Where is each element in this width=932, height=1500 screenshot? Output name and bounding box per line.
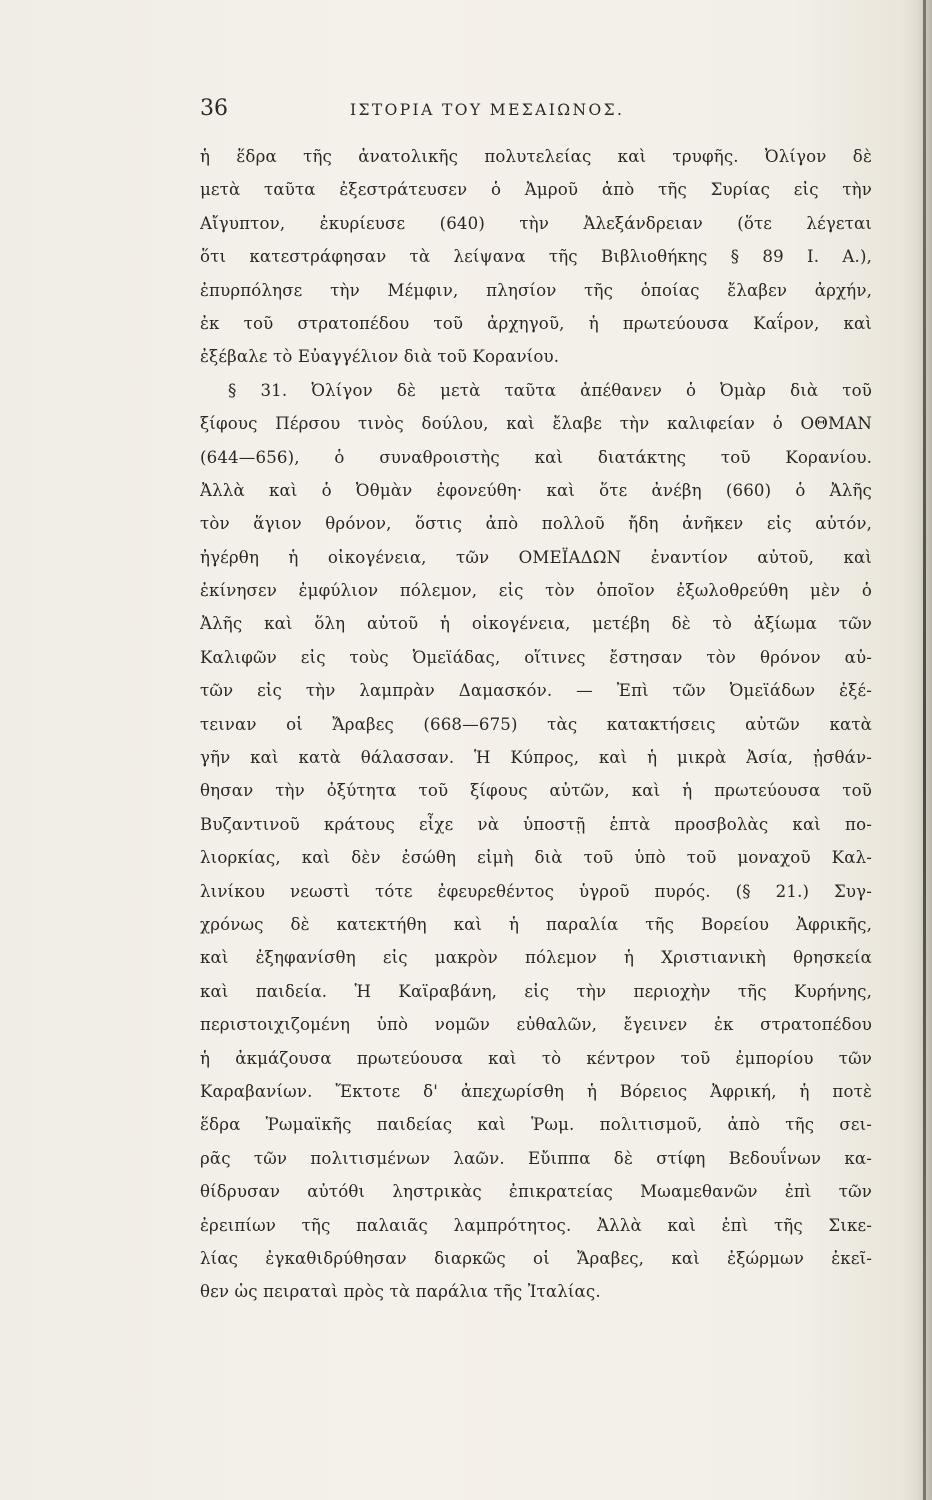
text-line: θησαν τὴν ὀξύτητα τοῦ ξίφους αὐτῶν, καὶ ἡ πρωτεύουσα τοῦ [200, 781, 872, 801]
text-line: τὸν ἅγιον θρόνον, ὅστις ἀπὸ πολλοῦ ἤδη ἀνῆκεν εἰς αὐτόν, [200, 514, 872, 534]
text-line: καὶ παιδεία. Ἡ Καϊραβάνη, εἰς τὴν περιοχὴν τῆς Κυρήνης, [200, 981, 872, 1001]
text-line: Αἴγυπτον, ἐκυρίευσε (640) τὴν Ἀλεξάνδρειαν (ὅτε λέγεται [200, 213, 872, 233]
page-header [200, 96, 720, 126]
text-line: ἐκ τοῦ στρατοπέδου τοῦ ἀρχηγοῦ, ἡ πρωτεύουσα Καΐρον, καὶ [200, 313, 872, 333]
text-line: ἕδρα Ῥωμαϊκῆς παιδείας καὶ Ῥωμ. πολιτισμοῦ, ἀπὸ τῆς σει- [200, 1115, 872, 1135]
text-line: χρόνως δὲ κατεκτήθη καὶ ἡ παραλία τῆς Βορείου Ἀφρικῆς, [200, 914, 872, 934]
text-line: θεν ὡς πειραταὶ πρὸς τὰ παράλια τῆς Ἰταλίας. [200, 1282, 601, 1302]
text-line: ἡ ἀκμάζουσα πρωτεύουσα καὶ τὸ κέντρον τοῦ ἐμπορίου τῶν [200, 1048, 872, 1068]
text-line: Καραβανίων. Ἔκτοτε δ' ἀπεχωρίσθη ἡ Βόρειος Ἀφρική, ἡ ποτὲ [200, 1081, 872, 1101]
text-line: ἠγέρθη ἡ οἰκογένεια, τῶν ΟΜΕΪΑΔΩΝ ἐναντίον αὐτοῦ, καὶ [200, 547, 872, 567]
running-title: ΙΣΤΟΡΙΑ ΤΟΥ ΜΕΣΑΙΩΝΟΣ. [350, 101, 625, 119]
text-line: ἡ ἕδρα τῆς ἀνατολικῆς πολυτελείας καὶ τρυφῆς. Ὀλίγον δὲ [200, 147, 872, 166]
text-line: Καλιφῶν εἰς τοὺς Ὀμεϊάδας, οἵτινες ἔστησαν τὸν θρόνον αὐ- [200, 647, 872, 667]
text-line: θίδρυσαν αὐτόθι ληστρικὰς ἐπικρατείας Μωαμεθανῶν ἐπὶ τῶν [200, 1182, 872, 1202]
text-line: ἐξέβαλε τὸ Εὐαγγέλιον διὰ τοῦ Κορανίου. [200, 347, 560, 367]
text-line: λιορκίας, καὶ δὲν ἐσώθη εἰμὴ διὰ τοῦ ὑπὸ τοῦ μοναχοῦ Καλ- [200, 848, 872, 868]
text-line: Ἀλλὰ καὶ ὁ Ὀθμὰν ἐφονεύθη· καὶ ὅτε ἀνέβη (660) ὁ Ἀλῆς [200, 480, 872, 500]
text-line: τειναν οἱ Ἄραβες (668—675) τὰς κατακτήσεις αὐτῶν κατὰ [200, 714, 872, 734]
text-line: ρᾶς τῶν πολιτισμένων λαῶν. Εὔιππα δὲ στίφη Βεδουΐνων κα- [200, 1148, 872, 1168]
text-line: Ἀλῆς καὶ ὅλη αὐτοῦ ἡ οἰκογένεια, μετέβη δὲ τὸ ἀξίωμα τῶν [200, 614, 872, 634]
section-start-line: § 31. Ὀλίγον δὲ μετὰ ταῦτα ἀπέθανεν ὁ Ὀμὰρ διὰ τοῦ [228, 380, 872, 400]
text-line: μετὰ ταῦτα ἐξεστράτευσεν ὁ Ἀμροῦ ἀπὸ τῆς Συρίας εἰς τὴν [200, 180, 872, 200]
text-line: περιστοιχιζομένη ὑπὸ νομῶν εὐθαλῶν, ἔγεινεν ἐκ στρατοπέδου [200, 1015, 872, 1035]
text-line: τῶν εἰς τὴν λαμπρὰν Δαμασκόν. — Ἐπὶ τῶν Ὀμεϊάδων ἐξέ- [200, 681, 872, 701]
page-number: 36 [200, 96, 228, 121]
text-line: λινίκου νεωστὶ τότε ἐφευρεθέντος ὑγροῦ πυρός. (§ 21.) Συγ- [200, 881, 872, 901]
text-line: (644—656), ὁ συναθροιστὴς καὶ διατάκτης τοῦ Κορανίου. [200, 447, 872, 467]
text-line: ἐπυρπόλησε τὴν Μέμφιν, πλησίον τῆς ὁποίας ἔλαβεν ἀρχήν, [200, 280, 872, 300]
binding-edge [923, 0, 926, 1500]
text-line: καὶ ἐξηφανίσθη εἰς μακρὸν πόλεμον ἡ Χριστιανικὴ θρησκεία [200, 948, 872, 968]
text-line: γῆν καὶ κατὰ θάλασσαν. Ἡ Κύπρος, καὶ ἡ μικρὰ Ἀσία, ᾐσθάν- [200, 748, 872, 768]
text-line: ἐρειπίων τῆς παλαιᾶς λαμπρότητος. Ἀλλὰ καὶ ἐπὶ τῆς Σικε- [200, 1215, 872, 1235]
text-line: Βυζαντινοῦ κράτους εἶχε νὰ ὑποστῇ ἑπτὰ προσβολὰς καὶ πο- [200, 814, 872, 834]
text-line: ξίφους Πέρσου τινὸς δούλου, καὶ ἔλαβε τὴν καλιφείαν ὁ ΟΘΜΑΝ [200, 414, 872, 434]
text-line: ὅτι κατεστράφησαν τὰ λείψανα τῆς Βιβλιοθήκης § 89 Ι. Α.), [200, 247, 872, 267]
text-line: ἐκίνησεν ἐμφύλιον πόλεμον, εἰς τὸν ὁποῖον ἐξωλοθρεύθη μὲν ὁ [200, 581, 872, 601]
text-line: λίας ἐγκαθιδρύθησαν διαρκῶς οἱ Ἄραβες, καὶ ἐξώρμων ἐκεῖ- [200, 1248, 872, 1268]
body-text [200, 140, 872, 1309]
